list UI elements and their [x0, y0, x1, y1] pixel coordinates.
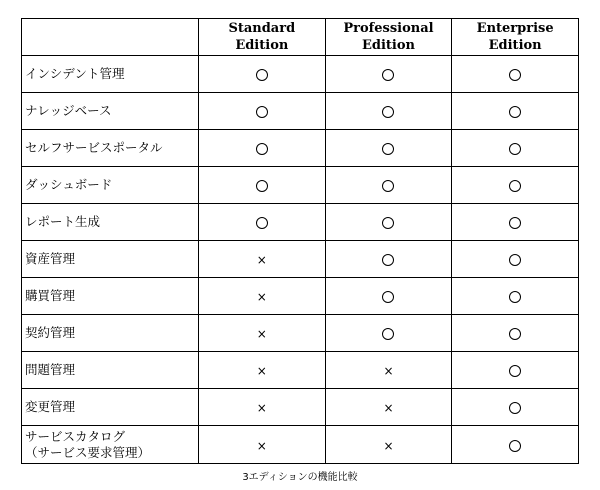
cell-enterprise	[452, 130, 579, 167]
feature-cell	[22, 56, 199, 93]
cell-standard	[199, 278, 326, 315]
cell-professional	[325, 204, 452, 241]
feature-cell	[22, 389, 199, 426]
supported-circle-icon	[382, 254, 394, 266]
table-row	[22, 389, 579, 426]
unsupported-cross-icon: ×	[383, 401, 394, 415]
cell-standard	[199, 167, 326, 204]
feature-label-line2: （サービス要求管理）	[25, 444, 151, 460]
feature-label: 契約管理	[25, 325, 76, 340]
feature-label: サービスカタログ	[25, 428, 126, 444]
header-cell-enterprise	[452, 19, 579, 56]
cell-professional	[325, 167, 452, 204]
cell-professional	[325, 278, 452, 315]
cell-standard	[199, 204, 326, 241]
supported-circle-icon	[382, 291, 394, 303]
table-row	[22, 204, 579, 241]
supported-circle-icon	[509, 291, 521, 303]
table-caption: 3エディションの機能比較	[242, 472, 358, 483]
supported-circle-icon	[382, 328, 394, 340]
feature-label: 問題管理	[25, 362, 76, 377]
cell-professional	[325, 315, 452, 352]
supported-circle-icon	[509, 365, 521, 377]
cell-enterprise	[452, 315, 579, 352]
cell-enterprise	[452, 56, 579, 93]
table-row	[22, 315, 579, 352]
cell-standard	[199, 426, 326, 464]
feature-cell	[22, 352, 199, 389]
cell-enterprise	[452, 278, 579, 315]
cell-professional	[325, 426, 452, 464]
unsupported-cross-icon: ×	[383, 364, 394, 378]
header-cell-professional	[325, 19, 452, 56]
header-cell-standard	[199, 19, 326, 56]
header-standard-line1: Standard	[228, 21, 296, 36]
supported-circle-icon	[509, 143, 521, 155]
cell-professional	[325, 352, 452, 389]
edition-comparison-table	[21, 18, 579, 464]
header-professional-line2: Edition	[361, 38, 415, 53]
header-enterprise-line2: Edition	[488, 38, 542, 53]
supported-circle-icon	[382, 217, 394, 229]
cell-standard	[199, 315, 326, 352]
header-enterprise-line1: Enterprise	[476, 21, 554, 36]
feature-cell	[22, 426, 199, 464]
cell-professional	[325, 241, 452, 278]
cell-enterprise	[452, 352, 579, 389]
cell-professional	[325, 56, 452, 93]
cell-standard	[199, 56, 326, 93]
feature-label: 変更管理	[25, 399, 76, 414]
table-row	[22, 241, 579, 278]
feature-cell	[22, 278, 199, 315]
feature-cell	[22, 93, 199, 130]
header-standard-line2: Edition	[235, 38, 289, 53]
table-row	[22, 167, 579, 204]
feature-cell	[22, 167, 199, 204]
feature-label: ナレッジベース	[25, 103, 112, 118]
cell-professional	[325, 389, 452, 426]
table-row	[22, 278, 579, 315]
feature-label: インシデント管理	[25, 66, 125, 81]
table-body	[22, 56, 579, 464]
unsupported-cross-icon: ×	[256, 327, 267, 341]
feature-label: レポート生成	[25, 214, 101, 229]
supported-circle-icon	[382, 143, 394, 155]
table-row	[22, 93, 579, 130]
cell-standard	[199, 389, 326, 426]
supported-circle-icon	[509, 402, 521, 414]
feature-label: ダッシュボード	[25, 177, 113, 192]
feature-cell	[22, 315, 199, 352]
header-cell-feature	[22, 19, 199, 56]
supported-circle-icon	[382, 69, 394, 81]
supported-circle-icon	[382, 180, 394, 192]
cell-enterprise	[452, 204, 579, 241]
cell-standard	[199, 130, 326, 167]
cell-standard	[199, 93, 326, 130]
table-row	[22, 56, 579, 93]
supported-circle-icon	[509, 180, 521, 192]
header-professional-line1: Professional	[343, 21, 434, 36]
feature-label: 資産管理	[25, 251, 76, 266]
supported-circle-icon	[509, 328, 521, 340]
cell-standard	[199, 241, 326, 278]
cell-enterprise	[452, 93, 579, 130]
supported-circle-icon	[382, 106, 394, 118]
table-row	[22, 130, 579, 167]
unsupported-cross-icon: ×	[256, 438, 267, 453]
header-row	[22, 19, 579, 56]
cell-standard	[199, 352, 326, 389]
supported-circle-icon	[256, 217, 268, 229]
unsupported-cross-icon: ×	[256, 401, 267, 415]
supported-circle-icon	[509, 69, 521, 81]
supported-circle-icon	[509, 217, 521, 229]
cell-enterprise	[452, 426, 579, 464]
feature-label: 購買管理	[25, 288, 76, 303]
supported-circle-icon	[509, 440, 521, 452]
cell-enterprise	[452, 241, 579, 278]
supported-circle-icon	[509, 254, 521, 266]
unsupported-cross-icon: ×	[256, 290, 267, 304]
supported-circle-icon	[256, 143, 268, 155]
feature-cell	[22, 241, 199, 278]
feature-cell	[22, 130, 199, 167]
feature-label: セルフサービスポータル	[25, 140, 163, 155]
table-row	[22, 352, 579, 389]
unsupported-cross-icon: ×	[256, 253, 267, 267]
supported-circle-icon	[256, 180, 268, 192]
supported-circle-icon	[256, 106, 268, 118]
cell-enterprise	[452, 167, 579, 204]
cell-enterprise	[452, 389, 579, 426]
supported-circle-icon	[509, 106, 521, 118]
unsupported-cross-icon: ×	[256, 364, 267, 378]
unsupported-cross-icon: ×	[383, 438, 394, 453]
cell-professional	[325, 130, 452, 167]
supported-circle-icon	[256, 69, 268, 81]
cell-professional	[325, 93, 452, 130]
table-row	[22, 426, 579, 464]
feature-cell	[22, 204, 199, 241]
